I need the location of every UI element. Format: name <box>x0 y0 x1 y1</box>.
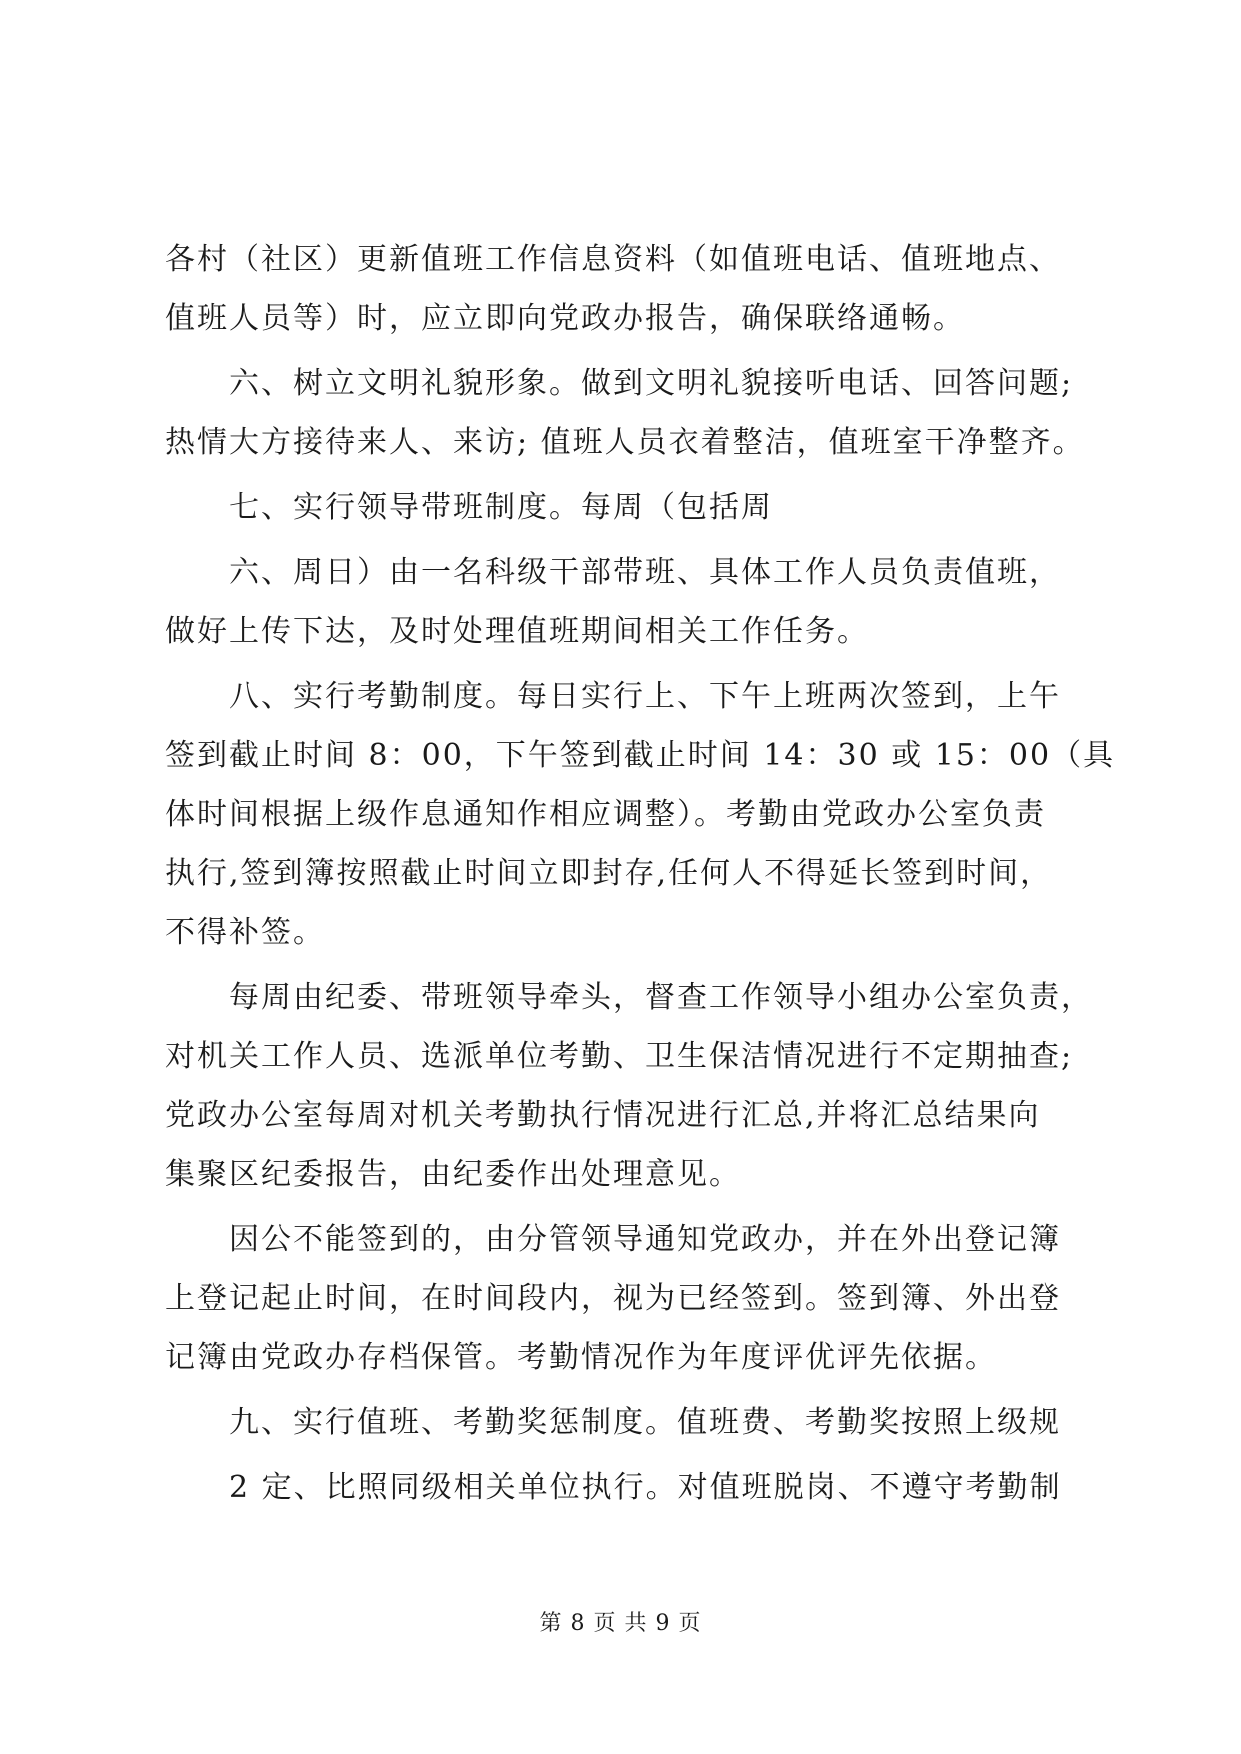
text-line-19: 记簿由党政办存档保管。考勤情况作为年度评优评先依据。 <box>165 1340 997 1375</box>
text-line-15: 党政办公室每周对机关考勤执行情况进行汇总,并将汇总结果向 <box>165 1098 1041 1133</box>
document-body <box>165 230 1116 1517</box>
text-line-5: 七、实行领导带班制度。每周（包括周 <box>229 490 773 525</box>
text-line-4: 热情大方接待来人、来访; 值班人员衣着整洁，值班室干净整齐。 <box>165 425 1085 460</box>
text-line-21: 2 定、比照同级相关单位执行。对值班脱岗、不遵守考勤制 <box>229 1470 1062 1505</box>
text-line-2: 值班人员等）时，应立即向党政办报告，确保联络通畅。 <box>165 301 965 336</box>
text-line-17: 因公不能签到的，由分管领导通知党政办，并在外出登记簿 <box>229 1222 1061 1257</box>
text-line-11: 执行,签到簿按照截止时间立即封存,任何人不得延长签到时间， <box>165 856 1053 891</box>
text-line-7: 做好上传下达，及时处理值班期间相关工作任务。 <box>165 614 869 649</box>
text-line-13: 每周由纪委、带班领导牵头，督查工作领导小组办公室负责， <box>229 980 1093 1015</box>
page-number-footer: 第 8 页 共 9 页 <box>539 1611 702 1636</box>
text-line-16: 集聚区纪委报告，由纪委作出处理意见。 <box>165 1157 741 1192</box>
text-line-14: 对机关工作人员、选派单位考勤、卫生保洁情况进行不定期抽查; <box>165 1039 1074 1074</box>
text-line-12: 不得补签。 <box>165 915 325 950</box>
text-line-20: 九、实行值班、考勤奖惩制度。值班费、考勤奖按照上级规 <box>229 1405 1061 1440</box>
text-line-9: 签到截止时间 8：00，下午签到截止时间 14：30 或 15：00（具 <box>165 738 1116 773</box>
text-line-1: 各村（社区）更新值班工作信息资料（如值班电话、值班地点、 <box>165 242 1061 277</box>
text-line-6: 六、周日）由一名科级干部带班、具体工作人员负责值班， <box>229 555 1061 590</box>
text-line-18: 上登记起止时间，在时间段内，视为已经签到。签到簿、外出登 <box>165 1281 1061 1316</box>
text-line-8: 八、实行考勤制度。每日实行上、下午上班两次签到，上午 <box>229 679 1061 714</box>
text-line-3: 六、树立文明礼貌形象。做到文明礼貌接听电话、回答问题; <box>229 366 1074 401</box>
text-line-10: 体时间根据上级作息通知作相应调整）。考勤由党政办公室负责 <box>165 797 1046 832</box>
